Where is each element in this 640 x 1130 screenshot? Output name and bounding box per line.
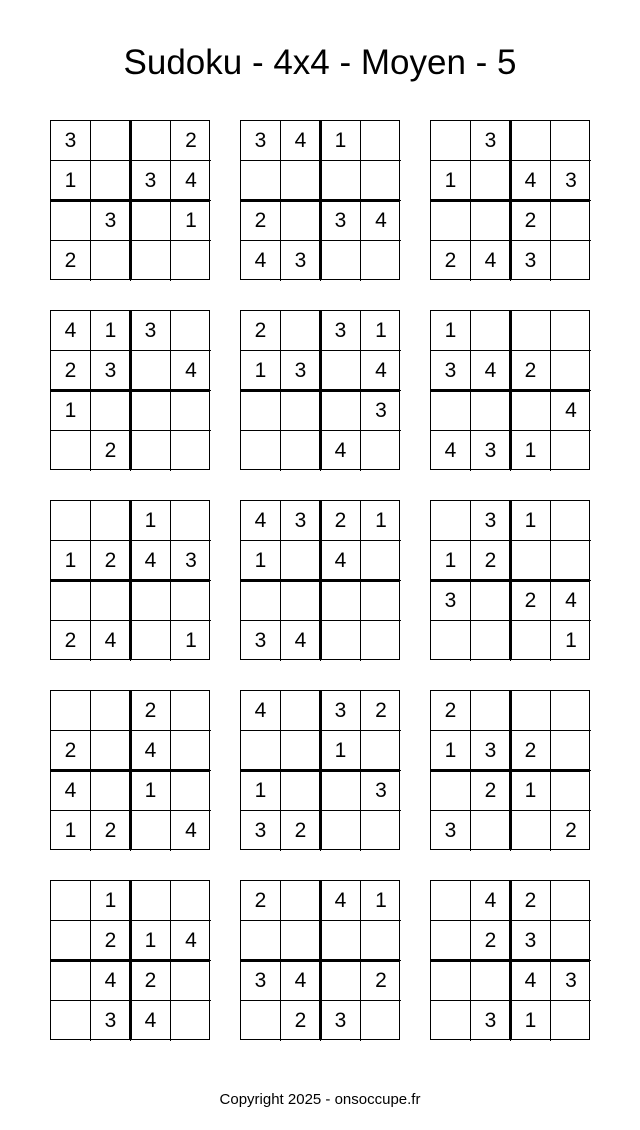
sudoku-cell[interactable]: 3: [551, 961, 591, 1001]
sudoku-cell[interactable]: 4: [511, 161, 551, 201]
sudoku-cell[interactable]: [471, 311, 511, 351]
sudoku-cell[interactable]: [471, 581, 511, 621]
sudoku-grid-15: [430, 880, 590, 1040]
sudoku-cell[interactable]: 3: [361, 771, 401, 811]
sudoku-grid-6: [430, 310, 590, 470]
sudoku-cell[interactable]: [471, 961, 511, 1001]
sudoku-cell[interactable]: [511, 811, 551, 851]
sudoku-cell[interactable]: 3: [551, 161, 591, 201]
sudoku-cell[interactable]: [51, 881, 91, 921]
sudoku-cell[interactable]: [361, 1001, 401, 1041]
sudoku-cell[interactable]: 4: [431, 431, 471, 471]
sudoku-cell[interactable]: 1: [321, 731, 361, 771]
sudoku-cell[interactable]: 3: [321, 311, 361, 351]
sudoku-cell[interactable]: 1: [241, 771, 281, 811]
sudoku-cell[interactable]: [321, 241, 361, 281]
sudoku-cell[interactable]: 4: [241, 501, 281, 541]
sudoku-cell[interactable]: [551, 691, 591, 731]
sudoku-cell[interactable]: 2: [51, 621, 91, 661]
sudoku-cell[interactable]: [131, 811, 171, 851]
sudoku-cell[interactable]: 1: [51, 161, 91, 201]
sudoku-grid-10: [50, 690, 210, 850]
sudoku-cell[interactable]: 4: [185, 819, 197, 842]
sudoku-cell[interactable]: 3: [431, 351, 471, 391]
sudoku-cell[interactable]: [321, 621, 361, 661]
sudoku-cell[interactable]: [241, 1001, 281, 1041]
sudoku-cell[interactable]: 2: [511, 581, 551, 621]
sudoku-cell[interactable]: 4: [551, 391, 591, 431]
sudoku-cell[interactable]: [51, 1001, 91, 1041]
sudoku-cell[interactable]: [361, 161, 401, 201]
sudoku-cell[interactable]: [551, 771, 591, 811]
sudoku-cell[interactable]: [321, 811, 361, 851]
sudoku-cell[interactable]: 3: [281, 241, 321, 281]
sudoku-cell[interactable]: 1: [91, 881, 131, 921]
sudoku-cell[interactable]: [281, 921, 321, 961]
sudoku-cell[interactable]: 1: [51, 391, 91, 431]
sudoku-grid-13: [50, 880, 210, 1040]
sudoku-cell[interactable]: [281, 391, 321, 431]
sudoku-cell[interactable]: [91, 731, 131, 771]
sudoku-cell[interactable]: 1: [431, 541, 471, 581]
sudoku-cell[interactable]: [171, 501, 211, 541]
sudoku-cell[interactable]: 3: [321, 691, 361, 731]
sudoku-cell[interactable]: [171, 391, 211, 431]
sudoku-cell[interactable]: 3: [471, 1001, 511, 1041]
sudoku-cell[interactable]: [361, 921, 401, 961]
sudoku-cell[interactable]: 4: [361, 351, 401, 391]
sudoku-cell[interactable]: [431, 501, 471, 541]
sudoku-cell[interactable]: 1: [511, 1001, 551, 1041]
sudoku-cell[interactable]: [471, 391, 511, 431]
sudoku-cell[interactable]: 3: [471, 731, 511, 771]
sudoku-grid-11: [240, 690, 400, 850]
sudoku-cell[interactable]: 3: [171, 541, 211, 581]
sudoku-grid-2: [240, 120, 400, 280]
sudoku-cell[interactable]: 2: [511, 201, 551, 241]
sudoku-cell[interactable]: 4: [241, 241, 281, 281]
sudoku-cell[interactable]: 3: [241, 811, 281, 851]
sudoku-cell[interactable]: [321, 391, 361, 431]
sudoku-cell[interactable]: 2: [511, 881, 551, 921]
sudoku-cell[interactable]: 3: [471, 431, 511, 471]
sudoku-cell[interactable]: [171, 731, 211, 771]
sudoku-cell[interactable]: 4: [171, 921, 211, 961]
sudoku-cell[interactable]: [281, 771, 321, 811]
sudoku-cell[interactable]: [551, 351, 591, 391]
page-title: Sudoku - 4x4 - Moyen - 5: [123, 43, 517, 82]
sudoku-cell[interactable]: [551, 431, 591, 471]
sudoku-cell[interactable]: 4: [171, 161, 211, 201]
sudoku-cell[interactable]: 3: [241, 621, 281, 661]
sudoku-cell[interactable]: 1: [131, 501, 171, 541]
sudoku-cell[interactable]: 3: [471, 501, 511, 541]
sudoku-cell[interactable]: 4: [471, 351, 511, 391]
sudoku-cell[interactable]: [511, 391, 551, 431]
sudoku-grid-4: [50, 310, 210, 470]
sudoku-cell[interactable]: 4: [281, 621, 321, 661]
sudoku-cell[interactable]: 2: [431, 691, 471, 731]
sudoku-cell[interactable]: [91, 501, 131, 541]
sudoku-cell[interactable]: 4: [321, 881, 361, 921]
sudoku-cell[interactable]: 2: [281, 1001, 321, 1041]
sudoku-cell[interactable]: [361, 431, 401, 471]
sudoku-cell[interactable]: [511, 691, 551, 731]
sudoku-cell[interactable]: 3: [511, 241, 551, 281]
sudoku-cell[interactable]: [431, 771, 471, 811]
sudoku-cell[interactable]: [551, 541, 591, 581]
sudoku-cell[interactable]: 4: [171, 351, 211, 391]
sudoku-cell[interactable]: 4: [321, 431, 361, 471]
sudoku-cell[interactable]: [431, 201, 471, 241]
sudoku-cell[interactable]: 2: [91, 921, 131, 961]
sudoku-cell[interactable]: [91, 771, 131, 811]
sudoku-cell[interactable]: 4: [511, 961, 551, 1001]
sudoku-cell[interactable]: [321, 771, 361, 811]
sudoku-cell[interactable]: 2: [51, 351, 91, 391]
sudoku-cell[interactable]: [431, 1001, 471, 1041]
sudoku-cell[interactable]: 3: [321, 1001, 361, 1041]
sudoku-cell[interactable]: [431, 921, 471, 961]
sudoku-grid-3: [430, 120, 590, 280]
sudoku-cell[interactable]: [91, 581, 131, 621]
sudoku-cell[interactable]: 2: [565, 819, 577, 842]
sudoku-cell[interactable]: [551, 121, 591, 161]
sudoku-cell[interactable]: [361, 621, 401, 661]
sudoku-cell[interactable]: [91, 691, 131, 731]
sudoku-cell[interactable]: 2: [241, 201, 281, 241]
sudoku-cell[interactable]: 1: [51, 811, 91, 851]
sudoku-cell[interactable]: 4: [51, 771, 91, 811]
sudoku-cell[interactable]: [281, 731, 321, 771]
sudoku-cell[interactable]: [241, 161, 281, 201]
sudoku-cell[interactable]: [431, 121, 471, 161]
sudoku-cell[interactable]: 4: [131, 541, 171, 581]
sudoku-cell[interactable]: [551, 501, 591, 541]
sudoku-grid-8: [240, 500, 400, 660]
sudoku-cell[interactable]: [471, 811, 511, 851]
sudoku-cell[interactable]: [281, 161, 321, 201]
sudoku-cell[interactable]: [321, 351, 361, 391]
sudoku-cell[interactable]: [511, 621, 551, 661]
sudoku-cell[interactable]: [281, 541, 321, 581]
sudoku-cell[interactable]: [551, 921, 591, 961]
sudoku-cell[interactable]: 2: [241, 881, 281, 921]
sudoku-cell[interactable]: [321, 581, 361, 621]
sudoku-cell[interactable]: [281, 581, 321, 621]
sudoku-cell[interactable]: [91, 241, 131, 281]
sudoku-grid-5: [240, 310, 400, 470]
sudoku-cell[interactable]: 2: [51, 241, 91, 281]
sudoku-cell[interactable]: [171, 241, 211, 281]
sudoku-cell[interactable]: [131, 241, 171, 281]
sudoku-cell[interactable]: [511, 121, 551, 161]
sudoku-cell[interactable]: 1: [361, 881, 401, 921]
sudoku-cell[interactable]: 3: [241, 961, 281, 1001]
sudoku-cell[interactable]: [551, 201, 591, 241]
sudoku-cell[interactable]: 3: [281, 351, 321, 391]
sudoku-cell[interactable]: [281, 311, 321, 351]
sudoku-cell[interactable]: 1: [565, 629, 577, 652]
sudoku-cell[interactable]: [361, 241, 401, 281]
sudoku-cell[interactable]: [471, 691, 511, 731]
sudoku-cell[interactable]: 4: [241, 691, 281, 731]
sudoku-cell[interactable]: 3: [471, 121, 511, 161]
sudoku-cell[interactable]: [171, 311, 211, 351]
sudoku-cell[interactable]: 3: [131, 311, 171, 351]
sudoku-cell[interactable]: 3: [91, 351, 131, 391]
sudoku-cell[interactable]: [131, 121, 171, 161]
sudoku-cell[interactable]: 2: [91, 811, 131, 851]
sudoku-cell[interactable]: [361, 541, 401, 581]
sudoku-cell[interactable]: 4: [91, 961, 131, 1001]
sudoku-cell[interactable]: 1: [511, 771, 551, 811]
sudoku-cell[interactable]: 2: [361, 691, 401, 731]
sudoku-cell[interactable]: 2: [51, 731, 91, 771]
sudoku-cell[interactable]: [471, 161, 511, 201]
sudoku-cell[interactable]: [431, 961, 471, 1001]
sudoku-cell[interactable]: [361, 731, 401, 771]
sudoku-cell[interactable]: 4: [281, 121, 321, 161]
sudoku-cell[interactable]: 1: [431, 161, 471, 201]
sudoku-cell[interactable]: [51, 431, 91, 471]
sudoku-cell[interactable]: [51, 201, 91, 241]
sudoku-cell[interactable]: 1: [185, 629, 197, 652]
sudoku-cell[interactable]: [131, 391, 171, 431]
sudoku-cell[interactable]: 2: [431, 241, 471, 281]
sudoku-cell[interactable]: [51, 691, 91, 731]
sudoku-cell[interactable]: [321, 921, 361, 961]
sudoku-cell[interactable]: [51, 581, 91, 621]
sudoku-cell[interactable]: 2: [171, 121, 211, 161]
sudoku-cell[interactable]: 3: [431, 581, 471, 621]
sudoku-cell[interactable]: 1: [131, 771, 171, 811]
sudoku-cell[interactable]: 4: [131, 731, 171, 771]
sudoku-cell[interactable]: 4: [471, 241, 511, 281]
sudoku-cell[interactable]: 2: [321, 501, 361, 541]
sudoku-cell[interactable]: [91, 121, 131, 161]
sudoku-cell[interactable]: [281, 881, 321, 921]
sudoku-cell[interactable]: [321, 161, 361, 201]
sudoku-cell[interactable]: [551, 311, 591, 351]
sudoku-grid-9: [430, 500, 590, 660]
sudoku-grid-7: [50, 500, 210, 660]
sudoku-cell[interactable]: 2: [91, 541, 131, 581]
sudoku-cell[interactable]: 1: [241, 541, 281, 581]
sudoku-cell[interactable]: 4: [131, 1001, 171, 1041]
sudoku-cell[interactable]: 3: [281, 501, 321, 541]
sudoku-cell[interactable]: [171, 881, 211, 921]
sudoku-cell[interactable]: 3: [431, 811, 471, 851]
sudoku-cell[interactable]: [241, 731, 281, 771]
sudoku-cell[interactable]: [551, 731, 591, 771]
sudoku-cell[interactable]: 2: [471, 771, 511, 811]
sudoku-cell[interactable]: [171, 1001, 211, 1041]
sudoku-cell[interactable]: 1: [51, 541, 91, 581]
sudoku-cell[interactable]: [281, 691, 321, 731]
sudoku-cell[interactable]: [431, 621, 471, 661]
sudoku-cell[interactable]: [91, 161, 131, 201]
sudoku-cell[interactable]: [241, 581, 281, 621]
sudoku-cell[interactable]: [51, 961, 91, 1001]
sudoku-cell[interactable]: [241, 921, 281, 961]
sudoku-cell[interactable]: [361, 581, 401, 621]
sudoku-cell[interactable]: [241, 431, 281, 471]
sudoku-cell[interactable]: 4: [471, 881, 511, 921]
sudoku-cell[interactable]: 3: [51, 121, 91, 161]
sudoku-cell[interactable]: [281, 431, 321, 471]
sudoku-cell[interactable]: 3: [91, 201, 131, 241]
sudoku-cell[interactable]: [511, 311, 551, 351]
sudoku-cell[interactable]: 4: [551, 581, 591, 621]
sudoku-cell[interactable]: 2: [361, 961, 401, 1001]
sudoku-cell[interactable]: 2: [511, 731, 551, 771]
sudoku-cell[interactable]: 4: [51, 311, 91, 351]
sudoku-cell[interactable]: 1: [361, 311, 401, 351]
sudoku-cell[interactable]: [551, 1001, 591, 1041]
sudoku-cell[interactable]: 1: [511, 501, 551, 541]
sudoku-cell[interactable]: 2: [511, 351, 551, 391]
sudoku-cell[interactable]: 2: [241, 311, 281, 351]
sudoku-cell[interactable]: 1: [431, 311, 471, 351]
sudoku-cell[interactable]: 2: [91, 431, 131, 471]
sudoku-cell[interactable]: 4: [281, 961, 321, 1001]
sudoku-cell[interactable]: [91, 391, 131, 431]
sudoku-cell[interactable]: 2: [131, 691, 171, 731]
sudoku-cell[interactable]: [51, 921, 91, 961]
sudoku-cell[interactable]: [131, 581, 171, 621]
sudoku-cell[interactable]: [131, 431, 171, 471]
sudoku-cell[interactable]: [361, 811, 401, 851]
sudoku-cell[interactable]: 2: [281, 811, 321, 851]
sudoku-cell[interactable]: 1: [241, 351, 281, 391]
sudoku-cell[interactable]: [551, 881, 591, 921]
sudoku-cell[interactable]: [241, 391, 281, 431]
sudoku-grid-14: [240, 880, 400, 1040]
sudoku-cell[interactable]: [551, 241, 591, 281]
sudoku-cell[interactable]: [281, 201, 321, 241]
sudoku-cell[interactable]: 4: [91, 621, 131, 661]
sudoku-cell[interactable]: 3: [321, 201, 361, 241]
sudoku-cell[interactable]: [171, 431, 211, 471]
sudoku-cell[interactable]: [51, 501, 91, 541]
sudoku-cell[interactable]: 4: [361, 201, 401, 241]
sudoku-cell[interactable]: [171, 771, 211, 811]
sudoku-cell[interactable]: 3: [131, 161, 171, 201]
sudoku-grid-1: [50, 120, 210, 280]
sudoku-cell[interactable]: 2: [471, 541, 511, 581]
sudoku-cell[interactable]: [471, 621, 511, 661]
sudoku-cell[interactable]: [171, 581, 211, 621]
sudoku-cell[interactable]: 3: [241, 121, 281, 161]
sudoku-cell[interactable]: 1: [131, 921, 171, 961]
sudoku-cell[interactable]: [171, 961, 211, 1001]
sudoku-cell[interactable]: 3: [511, 921, 551, 961]
sudoku-cell[interactable]: 2: [131, 961, 171, 1001]
sudoku-cell[interactable]: 1: [171, 201, 211, 241]
sudoku-cell[interactable]: 1: [511, 431, 551, 471]
sudoku-cell[interactable]: [361, 121, 401, 161]
sudoku-cell[interactable]: 2: [471, 921, 511, 961]
sudoku-cell[interactable]: [321, 961, 361, 1001]
sudoku-cell[interactable]: [471, 201, 511, 241]
sudoku-cell[interactable]: [431, 391, 471, 431]
sudoku-cell[interactable]: 1: [361, 501, 401, 541]
sudoku-cell[interactable]: [131, 351, 171, 391]
sudoku-cell[interactable]: [131, 881, 171, 921]
sudoku-cell[interactable]: 1: [321, 121, 361, 161]
sudoku-cell[interactable]: 1: [431, 731, 471, 771]
sudoku-cell[interactable]: 1: [91, 311, 131, 351]
sudoku-cell[interactable]: [511, 541, 551, 581]
sudoku-cell[interactable]: [171, 691, 211, 731]
sudoku-cell[interactable]: 3: [91, 1001, 131, 1041]
sudoku-grid-12: [430, 690, 590, 850]
sudoku-cell[interactable]: 4: [321, 541, 361, 581]
sudoku-cell[interactable]: [131, 621, 171, 661]
sudoku-cell[interactable]: [131, 201, 171, 241]
sudoku-cell[interactable]: [431, 881, 471, 921]
copyright-footer: Copyright 2025 - onsoccupe.fr: [219, 1091, 421, 1108]
sudoku-cell[interactable]: 3: [361, 391, 401, 431]
